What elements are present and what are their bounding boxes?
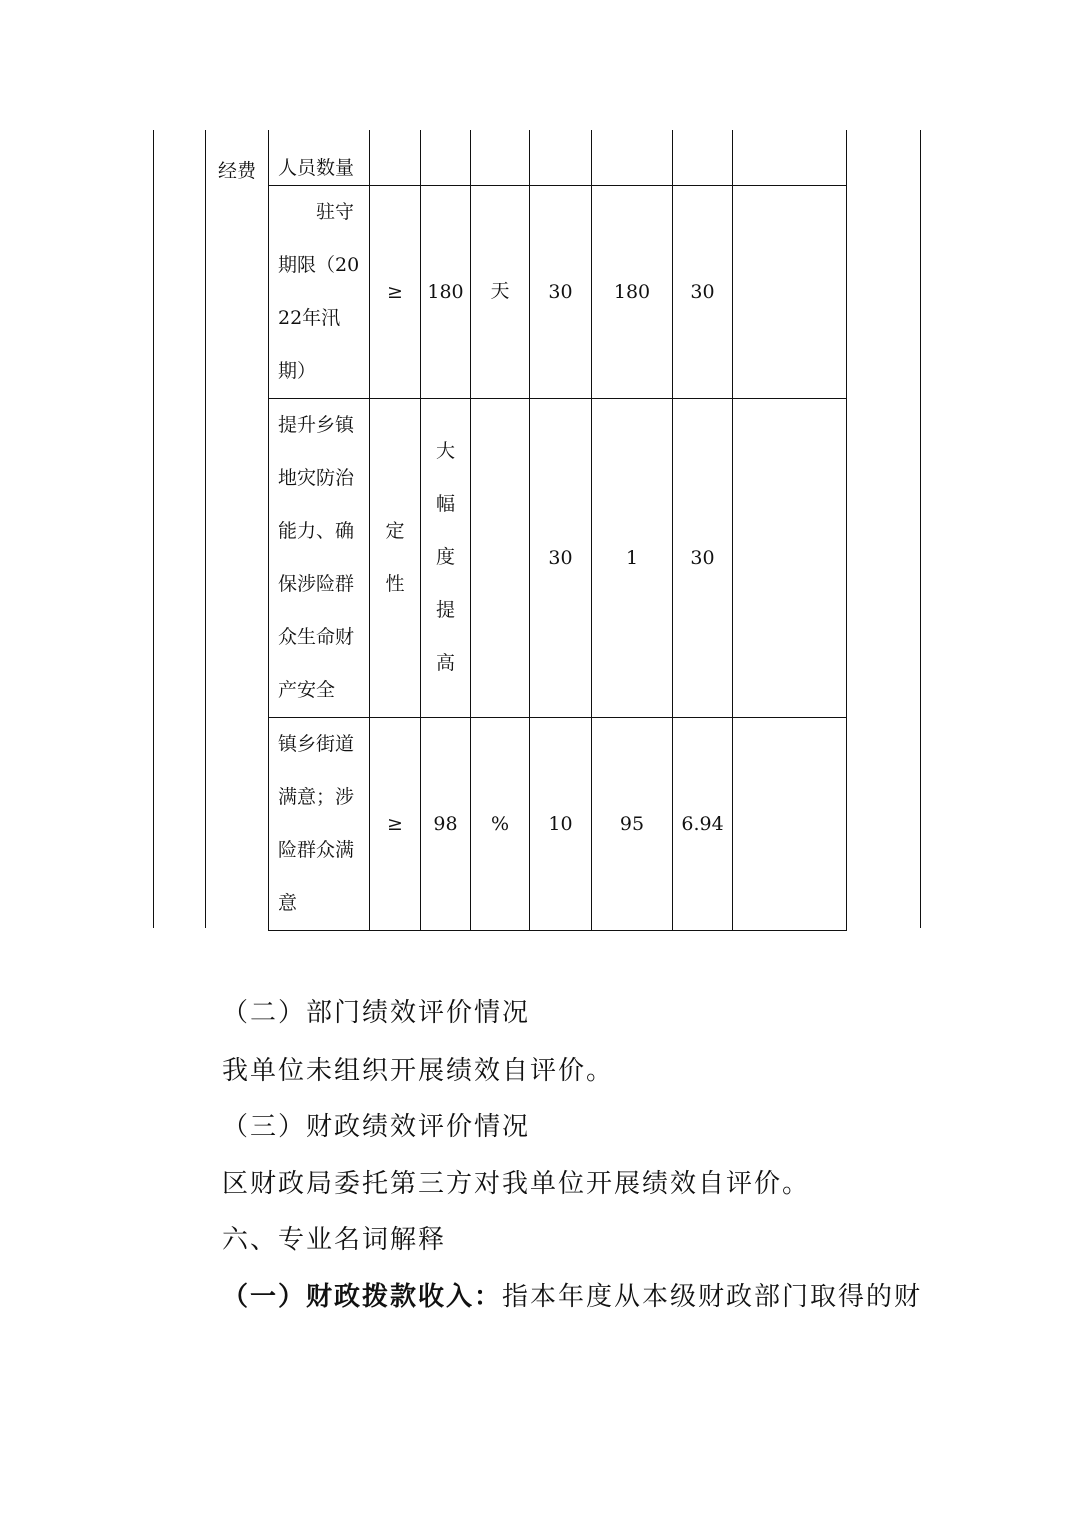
table-border-right [920,130,921,928]
category-label: 经费 [218,160,257,182]
operator-cell: ≥ [370,717,421,930]
score-cell: 30 [673,398,733,717]
indicator-cell: 提升乡镇地灾防治能力、确保涉险群众生命财产安全 [269,398,370,717]
table-row [269,130,847,185]
table-row [269,185,847,398]
score-cell: 6.94 [673,717,733,930]
table-row [269,717,847,930]
target-cell [421,130,471,185]
note-cell [733,398,847,717]
weight-cell: 30 [530,185,592,398]
score-cell [673,130,733,185]
actual-cell [592,130,673,185]
note-cell [733,717,847,930]
table-border-left [153,130,154,928]
unit-cell [471,130,530,185]
operator-cell: ≥ [370,185,421,398]
paragraph-finance-eval: 区财政局委托第三方对我单位开展绩效自评价。 [222,1169,811,1199]
note-cell [733,185,847,398]
table-border-col2 [205,130,206,928]
weight-cell: 30 [530,398,592,717]
glossary-definition: 指本年度从本级财政部门取得的财 [502,1282,923,1312]
actual-cell: 180 [592,185,673,398]
section-heading-dept-eval: （二）部门绩效评价情况 [222,998,531,1028]
target-cell: 大 幅 度 提 高 [421,398,471,717]
glossary-term: （一）财政拨款收入： [222,1282,503,1312]
performance-table [268,130,847,931]
section-heading-finance-eval: （三）财政绩效评价情况 [222,1112,531,1142]
actual-cell: 1 [592,398,673,717]
unit-cell [471,398,530,717]
weight-cell: 10 [530,717,592,930]
indicator-cell: 人员数量 [269,130,370,185]
actual-cell: 95 [592,717,673,930]
section-heading-glossary: 六、专业名词解释 [222,1225,447,1255]
unit-cell: 天 [471,185,530,398]
target-cell: 180 [421,185,471,398]
table-row [269,398,847,717]
weight-cell [530,130,592,185]
note-cell [733,130,847,185]
indicator-cell: 驻守期限（2022年汛期） [269,185,370,398]
indicator-cell: 镇乡街道满意；涉险群众满意 [269,717,370,930]
unit-cell: % [471,717,530,930]
target-cell: 98 [421,717,471,930]
paragraph-dept-eval: 我单位未组织开展绩效自评价。 [222,1056,615,1086]
score-cell: 30 [673,185,733,398]
paragraph-glossary-item [222,1276,922,1313]
operator-cell: 定 性 [370,398,421,717]
operator-cell [370,130,421,185]
